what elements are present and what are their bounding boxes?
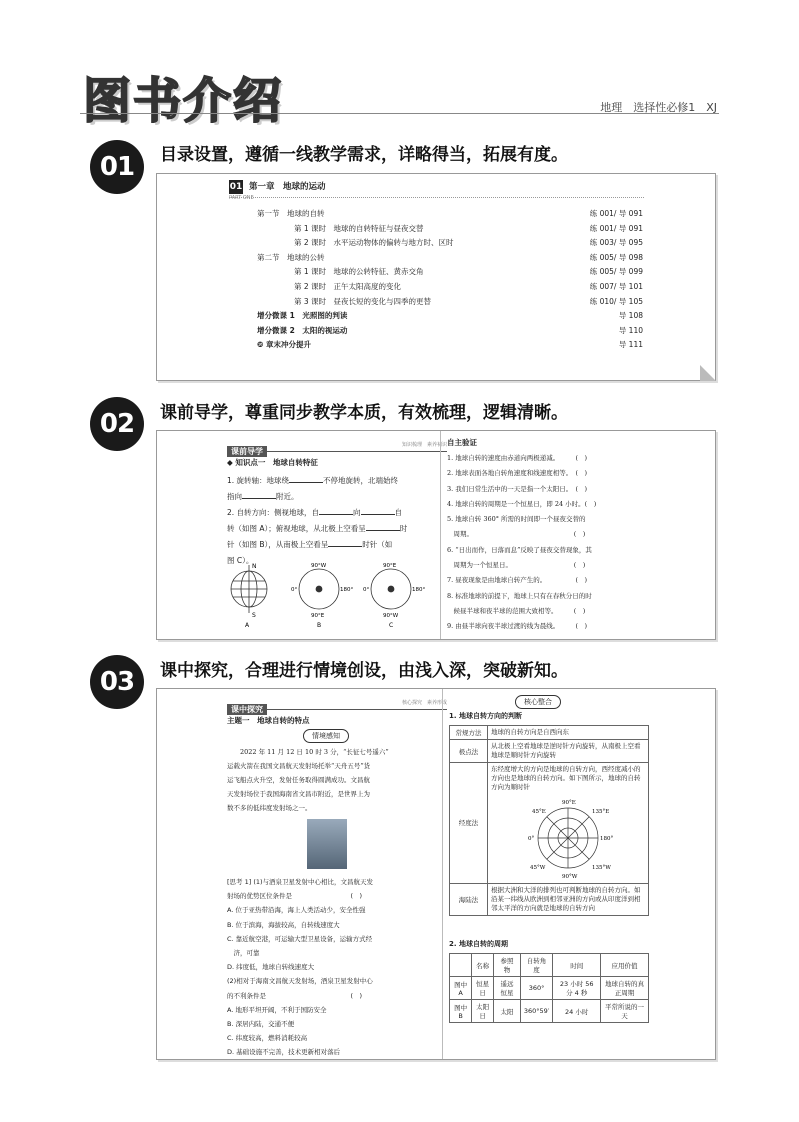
globe-b [299,569,339,609]
fig-n: N [252,563,257,570]
self-check-item: 周期。 ( ) [447,530,586,539]
toc-row-title: 第 1 课时 地球的公转特征、黄赤交角 [294,267,424,277]
toc-row-page: 导 108 [618,311,643,321]
pre-study-panel [156,430,716,640]
section-heading-01: 目录设置，遵循一线教学需求，详略得当，拓展有度。 [160,145,568,165]
toc-row-page: 练 003/ 导 095 [589,238,643,248]
fig-c-z: 0° [363,587,370,593]
knowledge-point: ◆ 知识点一 地球自转特征 [227,458,318,467]
method-name: 海陆法 [450,883,488,915]
paragraph-line: 2022 年 11 月 12 日 10 时 3 分，“长征七号遥六” [227,748,389,756]
dial-label: 90°W [562,873,578,880]
section-badge-03: 03 [90,655,144,709]
question-line: D. 纬度低，地球自转线速度大 [227,963,315,972]
toc-row-title: 增分微课 1 光照图的判读 [257,311,348,321]
core-label: 核心整合 [515,695,561,709]
table-header-cell: 自转角度 [520,954,553,977]
fig-s: S [252,612,256,619]
toc-row-page: 导 111 [618,340,643,350]
table-cell: 平常所说的一天 [601,1000,649,1023]
method-desc: 从北极上空看地球是逆时针方向旋转，从南极上空看地球是顺时针方向旋转 [488,740,649,763]
globe-c [371,569,411,609]
method-name: 经度法 [450,763,488,883]
question-line: B. 位于滨海，海拔较高，自转线速度大 [227,920,340,929]
table-header-cell: 名称 [472,954,494,977]
table-row [450,977,649,1000]
toc-chapter-title: 第一章 地球的运动 [249,182,326,192]
pre-column-divider [440,431,441,639]
inclass-column-divider [442,689,443,1059]
toc-row-page: 练 001/ 导 091 [589,223,643,233]
toc-row-page: 导 110 [618,325,643,335]
method-name: 常规方法 [450,726,488,740]
inclass-bar-line [227,697,447,714]
toc-divider [229,197,644,198]
page-title: 图书介绍 [83,73,284,129]
pre-bar-line [227,439,447,456]
page-curl [700,365,716,381]
table-header-cell [450,954,472,977]
inclass-bar: 课中探究 [227,704,267,715]
table-cell: 地球自转的真正周期 [601,977,649,1000]
fig-b: B [317,622,322,629]
dial-label: 135°E [592,808,610,815]
table1-title: 1. 地球自转方向的判断 [449,712,522,720]
globe-a [231,565,267,613]
paragraph-line: 天发射场位于我国海南省文昌市附近，是世界上为 [227,790,370,798]
self-check-item: 5. 地球自转 360° 所需的时间即一个昼夜交替的 [447,515,586,524]
paragraph-line: 数不多的低纬度发射场之一。 [227,804,312,812]
table-header-cell: 时间 [553,954,601,977]
toc-row-title: 增分微课 2 太阳的视运动 [257,325,348,335]
table-cell: 图中 A [450,977,472,1000]
dial-label: 45°W [530,864,546,871]
inclass-tags: 核心探究 素养形成 [401,700,447,706]
period-table [449,953,649,1023]
toc-row-page: 练 005/ 导 099 [589,267,643,277]
self-check-item: 候昼半球和夜半球的范围大致相等。 ( ) [447,606,586,615]
fig-c-bot: 90°W [383,613,399,619]
rotation-figures [223,559,449,631]
pre-tags: 知识梳理 素养初识 [401,442,447,448]
section-heading-02: 课前导学，尊重同步教学本质，有效梳理，逻辑清晰。 [160,403,568,423]
self-check-item: 9. 由昼半球向夜半球过渡的线为晨线。 ( ) [447,622,588,631]
think-questions [227,875,447,1060]
paragraph-line: 运飞船点火升空，发射任务取得圆满成功。文昌航 [227,776,370,784]
situation-label: 情境感知 [303,729,349,743]
toc-row-title: ❿ 章末冲分提升 [257,340,311,350]
fig-c: C [389,622,394,629]
self-check-item: 4. 地球自转的周期是一个恒星日，即 24 小时。( ) [447,499,597,508]
self-check-item: 2. 地球表面各地自转角速度和线速度相等。 ( ) [447,469,588,478]
pre-bar: 课前导学 [227,446,267,457]
table-cell: 太阳 [494,1000,520,1023]
toc-row-page: 练 007/ 导 101 [589,282,643,291]
toc-row-page: 练 010/ 导 105 [589,296,643,306]
table-cell: 遥远恒星 [494,977,520,1000]
fig-b-top: 90°W [311,563,327,569]
self-check-title: 自主验证 [447,438,477,447]
toc-row-page: 练 005/ 导 098 [589,252,643,262]
topic-title: 主题一 地球自转的特点 [227,716,310,725]
self-check-item: 3. 我们日常生活中的一天是指一个太阳日。 ( ) [447,484,588,493]
fig-c-e: 180° [412,587,426,593]
toc-row-title: 第 2 课时 水平运动物体的偏转与地方时、区时 [294,238,454,248]
rocket-photo [307,819,347,869]
table-cell: 太阳日 [472,1000,494,1023]
self-check-list [447,451,657,635]
question-line: (2)相对于海南文昌航天发射场，酒泉卫星发射中心 [227,977,373,986]
self-check-item: 8. 标准地球的前提下，地球上只有在春秋分日的时 [447,591,592,600]
section-badge-01: 01 [90,140,144,194]
table-header-cell: 应用价值 [601,954,649,977]
dial-label: 135°W [592,864,611,871]
table-cell: 图中 B [450,1000,472,1023]
table-cell: 360° [520,977,553,1000]
table-row [450,740,649,763]
table-cell: 23 小时 56 分 4 秒 [553,977,601,1000]
self-check-item: 1. 地球自转的速度由赤道向两极递减。 ( ) [447,454,588,462]
table-cell: 恒星日 [472,977,494,1000]
in-class-panel [156,688,716,1060]
toc-row-title: 第二节 地球的公转 [257,252,325,262]
table-row [450,1000,649,1023]
table-row [450,726,649,740]
method-name: 极点法 [450,740,488,763]
question-line: 射场的优势区位条件是 ( ) [227,892,363,901]
situation-paragraph [227,745,447,815]
fig-b-e: 180° [340,587,354,593]
dial-label: 90°E [562,799,576,806]
table-header-row [450,954,649,977]
fig-b-z: 0° [291,587,298,593]
toc-chapter-num: 01 [229,182,243,192]
toc-row-title: 第一节 地球的自转 [257,209,325,218]
question-line: C. 纬度较高，燃料消耗较高 [227,1034,308,1043]
method-desc: 根据大洲和大洋的排列也可判断地球的自转方向。如沿某一纬线从欧洲到相邻亚洲的方向或从印度洋到相邻太平洋的方向就是地球的自转方向 [488,883,649,915]
question-line: A. 地形平坦开阔，不利于国防安全 [227,1005,327,1014]
longitude-dial [498,795,638,881]
pre-fill-text: 1. 旋转轴：地球绕 不停地旋转，北端始终 指向 附近。 2. 自转方向：侧视地球，自 向 自 转（如图 A）；俯视地球，从北极上空看呈 时 针（如图 B），从南极上空看呈 时针（如 图 C）。 [227,476,408,565]
table-header-cell: 参照物 [494,954,520,977]
fig-b-bot: 90°E [311,613,325,619]
self-check-item: 7. 昼夜现象是由地球自转产生的。 ( ) [447,576,588,585]
fig-c-top: 90°E [383,563,397,569]
toc-part-label: PART ONE [229,195,254,201]
method-desc: 东经度增大的方向是地球的自转方向，西经度减小的方向也是地球的自转方向。如下图所示，地球的自转方向为顺时针 90°E 90°W 0° 180° 45°E 135°E 45°W 135°W [488,763,649,883]
question-line: D. 基础设施不完善，技术更新相对落后 [227,1048,341,1057]
self-check-item: 6. “日出而作，日落而息”反映了昼夜交替现象，其 [447,545,592,554]
direction-table [449,725,649,916]
dial-label: 0° [528,835,535,842]
question-line: A. 位于亚热带沿海，海上人类活动少，安全性强 [227,906,366,915]
toc-panel [156,173,716,381]
dial-label: 45°E [532,808,546,815]
question-line: B. 深居内陆，交通不便 [227,1020,295,1029]
self-check-item: 周期为一个恒星日。 ( ) [447,561,586,570]
table-row [450,883,649,915]
dial-label: 180° [600,835,614,842]
section-badge-02: 02 [90,397,144,451]
table-cell: 360°59′ [520,1000,553,1023]
question-line: 的不利条件是 ( ) [227,991,363,1000]
paragraph-line: 运载火箭在我国文昌航天发射场托举“天舟五号”货 [227,762,371,770]
header-divider [80,113,719,114]
method-desc: 地球的自转方向是自西向东 [488,726,649,740]
toc-row-title: 第 1 课时 地球的自转特征与昼夜交替 [294,223,424,233]
question-line: [思考 1] (1)与酒泉卫星发射中心相比，文昌航天发 [227,878,374,886]
question-line: C. 靠近航空港，可运输大型卫星设备，运输方式经 [227,934,373,943]
toc-row-title: 第 3 课时 昼夜长短的变化与四季的更替 [294,296,432,306]
fig-a: A [245,622,250,629]
toc-row-page: 练 001/ 导 091 [589,209,643,218]
toc-row-title: 第 2 课时 正午太阳高度的变化 [294,282,402,291]
section-heading-03: 课中探究，合理进行情境创设，由浅入深，突破新知。 [160,661,568,681]
subject-label: 地理 选择性必修1 XJ [600,101,717,114]
table2-title: 2. 地球自转的周期 [449,940,508,948]
table-row [450,763,649,883]
table-cell: 24 小时 [553,1000,601,1023]
question-line: 济，可靠 [227,949,260,958]
